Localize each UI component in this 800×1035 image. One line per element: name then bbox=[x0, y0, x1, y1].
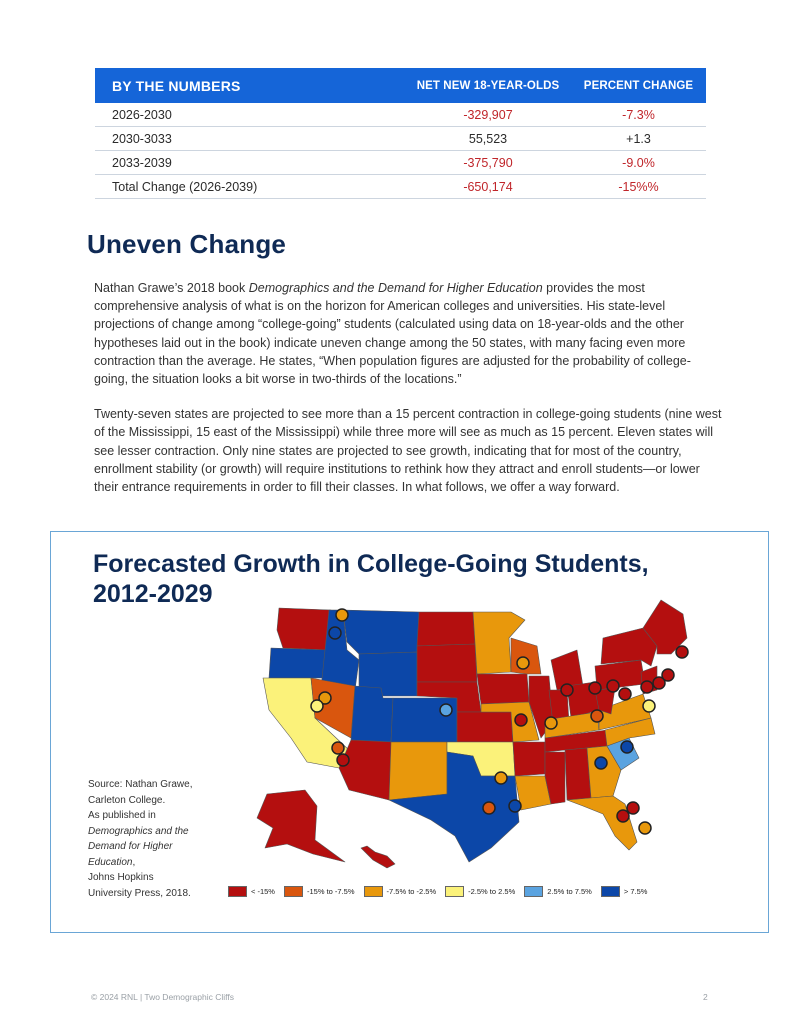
table-header bbox=[95, 68, 706, 103]
metro-marker bbox=[509, 800, 521, 812]
column-header-net-new: NET NEW 18-YEAR-OLDS bbox=[416, 79, 560, 92]
legend-swatch bbox=[364, 886, 383, 897]
metro-marker bbox=[621, 741, 633, 753]
legend-swatch bbox=[228, 886, 247, 897]
paragraph-2: Twenty-seven states are projected to see more than a 15 percent contraction in college-going students (nine west of the Mississippi, 15 east of the Mississippi) while three more will see as much as 15 percent. Eleven states will see lesser contraction. Only nine states are projected to see growth, indicating that for most of the country, enrollment stability (or growth) will require institutions to rethink how they attract and enroll students—or lower their entrance requirements in order to fill their classes. In what follows, we offer a way forward. bbox=[94, 407, 722, 495]
iowa-state bbox=[477, 674, 529, 704]
legend-label: 2.5% to 7.5% bbox=[547, 886, 592, 896]
row-label: 2030-3033 bbox=[112, 131, 172, 146]
metro-marker bbox=[641, 681, 653, 693]
metro-marker bbox=[639, 822, 651, 834]
row-label: 2033-2039 bbox=[112, 155, 172, 170]
table-title: BY THE NUMBERS bbox=[112, 77, 241, 94]
metro-marker bbox=[619, 688, 631, 700]
alaska-state bbox=[257, 790, 345, 862]
metro-marker bbox=[440, 704, 452, 716]
legend-label: > 7.5% bbox=[623, 886, 648, 896]
washington-state bbox=[277, 608, 331, 650]
by-the-numbers-table bbox=[95, 68, 706, 199]
metro-marker bbox=[591, 710, 603, 722]
map-title-line-2: 2012-2029 bbox=[93, 580, 213, 608]
south-dakota-state bbox=[417, 644, 477, 682]
map-legend bbox=[228, 884, 656, 898]
oregon-state bbox=[269, 648, 329, 678]
arkansas-state bbox=[513, 742, 545, 776]
net-new-value: -329,907 bbox=[463, 107, 513, 122]
metro-marker bbox=[545, 717, 557, 729]
source-line: Demand for Higher bbox=[88, 841, 173, 852]
legend-item bbox=[284, 886, 355, 897]
table-row bbox=[95, 151, 706, 175]
book-title: Demographics and the Demand for Higher Education bbox=[248, 281, 543, 295]
kansas-state bbox=[457, 712, 513, 742]
body-text bbox=[94, 279, 724, 513]
metro-marker bbox=[595, 757, 607, 769]
legend-swatch bbox=[284, 886, 303, 897]
source-line bbox=[88, 855, 208, 871]
metro-marker bbox=[337, 754, 349, 766]
alabama-state bbox=[565, 748, 591, 800]
north-dakota-state bbox=[417, 612, 475, 646]
metro-marker bbox=[483, 802, 495, 814]
legend-item bbox=[228, 886, 275, 897]
hawaii-state bbox=[361, 846, 395, 868]
source-line: University Press, 2018. bbox=[88, 887, 191, 899]
legend-item bbox=[524, 886, 592, 897]
net-new-value: -650,174 bbox=[463, 179, 513, 194]
arizona-state bbox=[339, 740, 393, 800]
percent-change-value: -15%% bbox=[618, 179, 659, 194]
table-row bbox=[95, 127, 706, 151]
source-line: Carleton College. bbox=[88, 794, 166, 806]
row-label: Total Change (2026-2039) bbox=[112, 179, 258, 194]
net-new-value: 55,523 bbox=[468, 131, 508, 146]
metro-marker bbox=[676, 646, 688, 658]
metro-marker bbox=[336, 609, 348, 621]
legend-swatch bbox=[601, 886, 620, 897]
legend-item bbox=[445, 886, 515, 897]
legend-label: -7.5% to -2.5% bbox=[386, 886, 437, 896]
metro-marker bbox=[589, 682, 601, 694]
pennsylvania-state bbox=[595, 660, 645, 690]
metro-marker bbox=[643, 700, 655, 712]
percent-change-value: -7.3% bbox=[622, 107, 655, 122]
florida-state bbox=[567, 796, 637, 850]
legend-swatch bbox=[445, 886, 464, 897]
legend-label: < -15% bbox=[251, 886, 275, 896]
table-row bbox=[95, 103, 706, 127]
section-heading: Uneven Change bbox=[87, 229, 287, 259]
metro-marker bbox=[617, 810, 629, 822]
montana-state bbox=[343, 610, 419, 654]
us-map bbox=[211, 590, 711, 880]
metro-marker bbox=[662, 669, 674, 681]
percent-change-value: -9.0% bbox=[622, 155, 655, 170]
paragraph-1-end: provides the most comprehensive analysis of what is on the horizon for American colleges and universities. His state-level projections of change among “college-going” students (calculated using data on 18-year-olds and the other hypotheses laid out in the book) indicate uneven change among the 50 states, with many facing even more contraction than the average. He states, “When population figures are adjusted for the probability of college-going, the situation looks a bit worse in two-thirds of the locations.” bbox=[94, 281, 691, 387]
metro-marker bbox=[311, 700, 323, 712]
new-mexico-state bbox=[389, 742, 447, 800]
source-line: Demographics and the bbox=[88, 825, 189, 837]
percent-change-value: +1.3 bbox=[626, 131, 651, 146]
column-header-percent-change: PERCENT CHANGE bbox=[583, 79, 694, 92]
source-italic: Education bbox=[88, 856, 133, 868]
source-note bbox=[88, 777, 208, 901]
legend-item bbox=[364, 886, 437, 897]
metro-marker bbox=[329, 627, 341, 639]
legend-label: -15% to -7.5% bbox=[306, 886, 355, 896]
footer-copyright: © 2024 RNL | Two Demographic Cliffs bbox=[91, 992, 234, 1002]
source-line: Johns Hopkins bbox=[88, 872, 154, 883]
metro-marker bbox=[607, 680, 619, 692]
source-comma: , bbox=[132, 856, 136, 868]
paragraph-1-start: Nathan Grawe’s 2018 book bbox=[94, 281, 249, 295]
source-line: As published in bbox=[88, 810, 156, 821]
metro-marker bbox=[515, 714, 527, 726]
map-figure bbox=[50, 531, 769, 933]
metro-marker bbox=[561, 684, 573, 696]
legend-swatch bbox=[524, 886, 543, 897]
metro-marker bbox=[495, 772, 507, 784]
legend-label: -2.5% to 2.5% bbox=[468, 886, 516, 896]
paragraph-1 bbox=[94, 279, 724, 388]
page-number: 2 bbox=[703, 992, 708, 1002]
metro-marker bbox=[332, 742, 344, 754]
legend-item bbox=[601, 886, 648, 897]
source-line: Source: Nathan Grawe, bbox=[88, 779, 193, 790]
row-label: 2026-2030 bbox=[112, 107, 172, 122]
map-title-line-1: Forecasted Growth in College-Going Students, bbox=[93, 550, 649, 578]
metro-marker bbox=[627, 802, 639, 814]
net-new-value: -375,790 bbox=[463, 155, 513, 170]
metro-marker bbox=[517, 657, 529, 669]
table-row bbox=[95, 175, 706, 199]
